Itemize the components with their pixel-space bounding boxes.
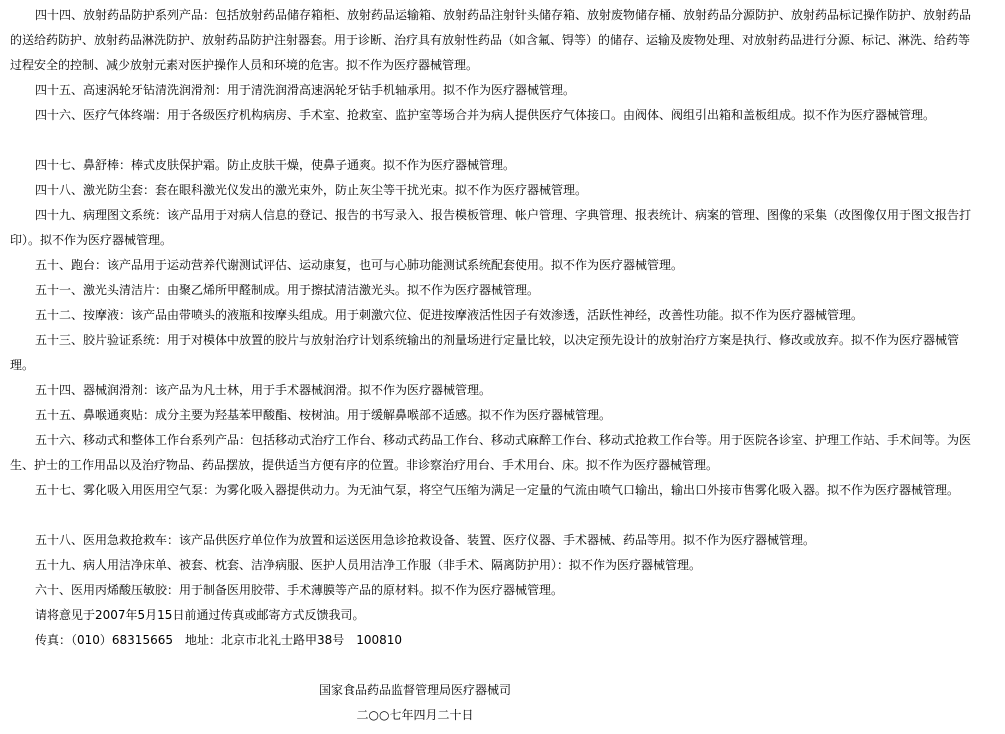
paragraph-55: 五十五、鼻喉通爽贴：成分主要为羟基苯甲酸酯、桉树油。用于缓解鼻喉部不适感。拟不作为医疗器械管理。 — [35, 408, 612, 422]
paragraph-60: 六十、医用丙烯酸压敏胶：用于制备医用胶带、手术薄膜等产品的原材料。拟不作为医疗器械管理。 — [35, 583, 564, 597]
signature-organization: 国家食品药品监督管理局医疗器械司 — [318, 683, 511, 697]
paragraph-54: 五十四、器械润滑剂：该产品为凡士林，用于手术器械润滑。拟不作为医疗器械管理。 — [35, 383, 492, 397]
paragraph-52: 五十二、按摩液：该产品由带喷头的液瓶和按摩头组成。用于刺激穴位、促进按摩液活性因子有效渗透，活跃性神经，改善性功能。拟不作为医疗器械管理。 — [35, 308, 864, 322]
paragraph-56: 五十六、移动式和整体工作台系列产品：包括移动式治疗工作台、移动式药品工作台、移动式麻醉工作台、移动式抢救工作台等。用于医院各诊室、护理工作站、手术间等。为医生、护士的工作用品以及治疗物品、药品摆放，提供适当方便有序的位置。非诊察治疗用台、手术用台、床。拟不作为医疗器械管理。 — [10, 433, 972, 472]
contact-info: 传真：（010）68315665 地址：北京市北礼士路甲38号 100810 — [35, 633, 403, 647]
paragraph-44: 四十四、放射药品防护系列产品：包括放射药品储存箱柜、放射药品运输箱、放射药品注射针头储存箱、放射废物储存桶、放射药品分源防护、放射药品标记操作防护、放射药品的送给药防护、放射药品淋洗防护、放射药品防护注射器套。用于诊断、治疗具有放射性药品（如含氟、锝等）的储存、运输及废物处理、对放射药品进行分源、标记、淋洗、给药等过程安全的控制、减少放射元素对医护操作人员和环境的危害。拟不作为医疗器械管理。 — [10, 8, 972, 72]
feedback-request: 请将意见于2007年5月15日前通过传真或邮寄方式反馈我司。 — [35, 608, 365, 622]
paragraph-49: 四十九、病理图文系统：该产品用于对病人信息的登记、报告的书写录入、报告模板管理、帐户管理、字典管理、报表统计、病案的管理、图像的采集（改图像仅用于图文报告打印）。拟不作为医疗器械管理。 — [10, 208, 972, 247]
paragraph-45: 四十五、高速涡轮牙钻清洗润滑剂：用于清洗润滑高速涡轮牙钻手机轴承用。拟不作为医疗器械管理。 — [35, 83, 576, 97]
paragraph-59: 五十九、病人用洁净床单、被套、枕套、洁净病服、医护人员用洁净工作服（非手术、隔离防护用）：拟不作为医疗器械管理。 — [35, 558, 702, 572]
paragraph-51: 五十一、激光头清洁片：由聚乙烯所甲醛制成。用于擦拭清洁激光头。拟不作为医疗器械管理。 — [35, 283, 540, 297]
paragraph-47: 四十七、鼻舒棒：棒式皮肤保护霜。防止皮肤干燥，使鼻子通爽。拟不作为医疗器械管理。 — [35, 158, 516, 172]
signature-date: 二○○七年四月二十日 — [356, 708, 474, 722]
paragraph-50: 五十、跑台：该产品用于运动营养代谢测试评估、运动康复，也可与心肺功能测试系统配套使用。拟不作为医疗器械管理。 — [35, 258, 684, 272]
paragraph-53: 五十三、胶片验证系统：用于对模体中放置的胶片与放射治疗计划系统输出的剂量场进行定量比较，以决定预先设计的放射治疗方案是执行、修改或放弃。拟不作为医疗器械管理。 — [10, 333, 960, 372]
paragraph-58: 五十八、医用急救抢救车：该产品供医疗单位作为放置和运送医用急诊抢救设备、装置、医疗仪器、手术器械、药品等用。拟不作为医疗器械管理。 — [35, 533, 816, 547]
paragraph-48: 四十八、激光防尘套：套在眼科激光仪发出的激光束外，防止灰尘等干扰光束。拟不作为医疗器械管理。 — [35, 183, 588, 197]
paragraph-57: 五十七、雾化吸入用医用空气泵：为雾化吸入器提供动力。为无油气泵，将空气压缩为满足一定量的气流由喷气口输出，输出口外接市售雾化吸入器。拟不作为医疗器械管理。 — [35, 483, 960, 497]
paragraph-46: 四十六、医疗气体终端：用于各级医疗机构病房、手术室、抢救室、监护室等场合并为病人提供医疗气体接口。由阀体、阀组引出箱和盖板组成。拟不作为医疗器械管理。 — [35, 108, 936, 122]
